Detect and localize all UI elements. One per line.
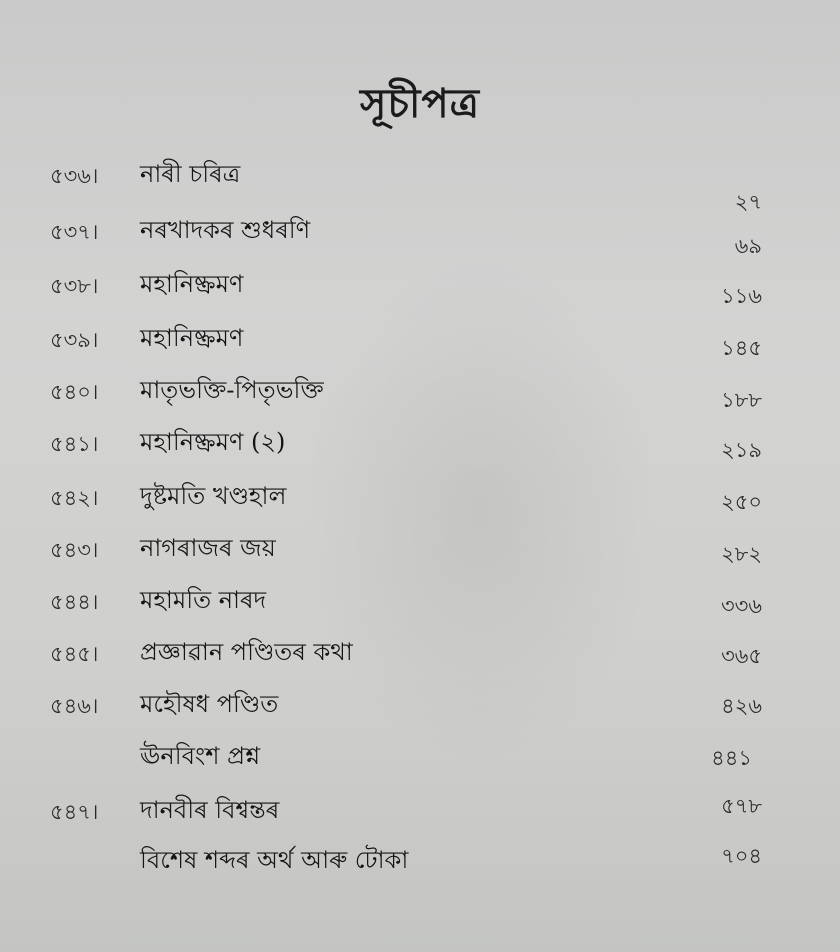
entry-page: ৩৬৫ (721, 644, 762, 668)
entry-page: ৬৯ (734, 234, 762, 258)
entry-title: নাগৰাজৰ জয় (140, 534, 276, 562)
entry-title: বিশেষ শব্দৰ অৰ্থ আৰু টোকা (140, 846, 409, 874)
entry-page: ১১৬ (721, 284, 762, 308)
entry-title: প্ৰজ্ঞাৱান পণ্ডিতৰ কথা (140, 638, 353, 666)
toc-entry (0, 216, 840, 256)
entry-title: দুষ্টমতি খণ্ডহাল (140, 482, 287, 510)
entry-title: নাৰী চৰিত্ৰ (140, 160, 241, 188)
entry-title: মহানিষ্ক্ৰমণ (140, 324, 244, 352)
toc-entry (0, 690, 840, 730)
entry-number: ৫৩৯। (50, 328, 99, 352)
entry-title: দানবীৰ বিশ্বন্তৰ (140, 796, 280, 824)
toc-entry (0, 376, 840, 416)
entry-page: ৪২৬ (721, 694, 762, 718)
entry-page: ২১৯ (721, 438, 762, 462)
entry-page: ৫৭৮ (721, 794, 762, 818)
toc-entry (0, 742, 840, 782)
entry-title: ঊনবিংশ প্ৰশ্ন (140, 742, 261, 770)
toc-entry (0, 324, 840, 364)
entry-page: ৩৩৬ (721, 594, 762, 618)
entry-page: ১৪৫ (721, 336, 762, 360)
entry-title: মহানিষ্ক্ৰমণ (২) (140, 428, 286, 456)
toc-entry (0, 160, 840, 214)
entry-number: ৫৩৭। (50, 220, 99, 244)
toc-entry (0, 586, 840, 626)
entry-number: ৫৩৮। (50, 274, 99, 298)
entry-number: ৫৪০। (50, 380, 99, 404)
entry-title: মহৌষধ পণ্ডিত (140, 690, 279, 718)
entry-page: ২৫০ (721, 490, 762, 514)
entry-title: মহানিষ্ক্ৰমণ (140, 270, 244, 298)
entry-title: নৰখাদকৰ শুধৰণি (140, 216, 311, 244)
entry-number: ৫৪১। (50, 432, 99, 456)
entry-page: ৭০৪ (721, 844, 762, 868)
entry-number: ৫৪৩। (50, 538, 99, 562)
entry-page: ২৮২ (721, 542, 762, 566)
entry-number: ৫৪৫। (50, 642, 99, 666)
toc-entry (0, 846, 840, 886)
toc-entry (0, 482, 840, 522)
entry-page: ১৮৮ (721, 388, 762, 412)
entry-number: ৫৪২। (50, 486, 99, 510)
page-title: সূচীপত্র (360, 80, 480, 127)
entry-number: ৫৪৪। (50, 590, 99, 614)
toc-entry (0, 534, 840, 574)
entry-title: মাতৃভক্তি-পিতৃভক্তি (140, 376, 324, 404)
toc-entry (0, 428, 840, 468)
entry-page: ৪৪১ (711, 746, 752, 770)
entry-number: ৫৪৭। (50, 800, 99, 824)
entry-title: মহামতি নাৰদ (140, 586, 267, 614)
toc-entry (0, 796, 840, 836)
entry-number: ৫৪৬। (50, 694, 99, 718)
toc-entry (0, 638, 840, 678)
entry-page: ২৭ (734, 190, 762, 214)
entry-number: ৫৩৬। (50, 164, 99, 188)
toc-entry (0, 270, 840, 310)
